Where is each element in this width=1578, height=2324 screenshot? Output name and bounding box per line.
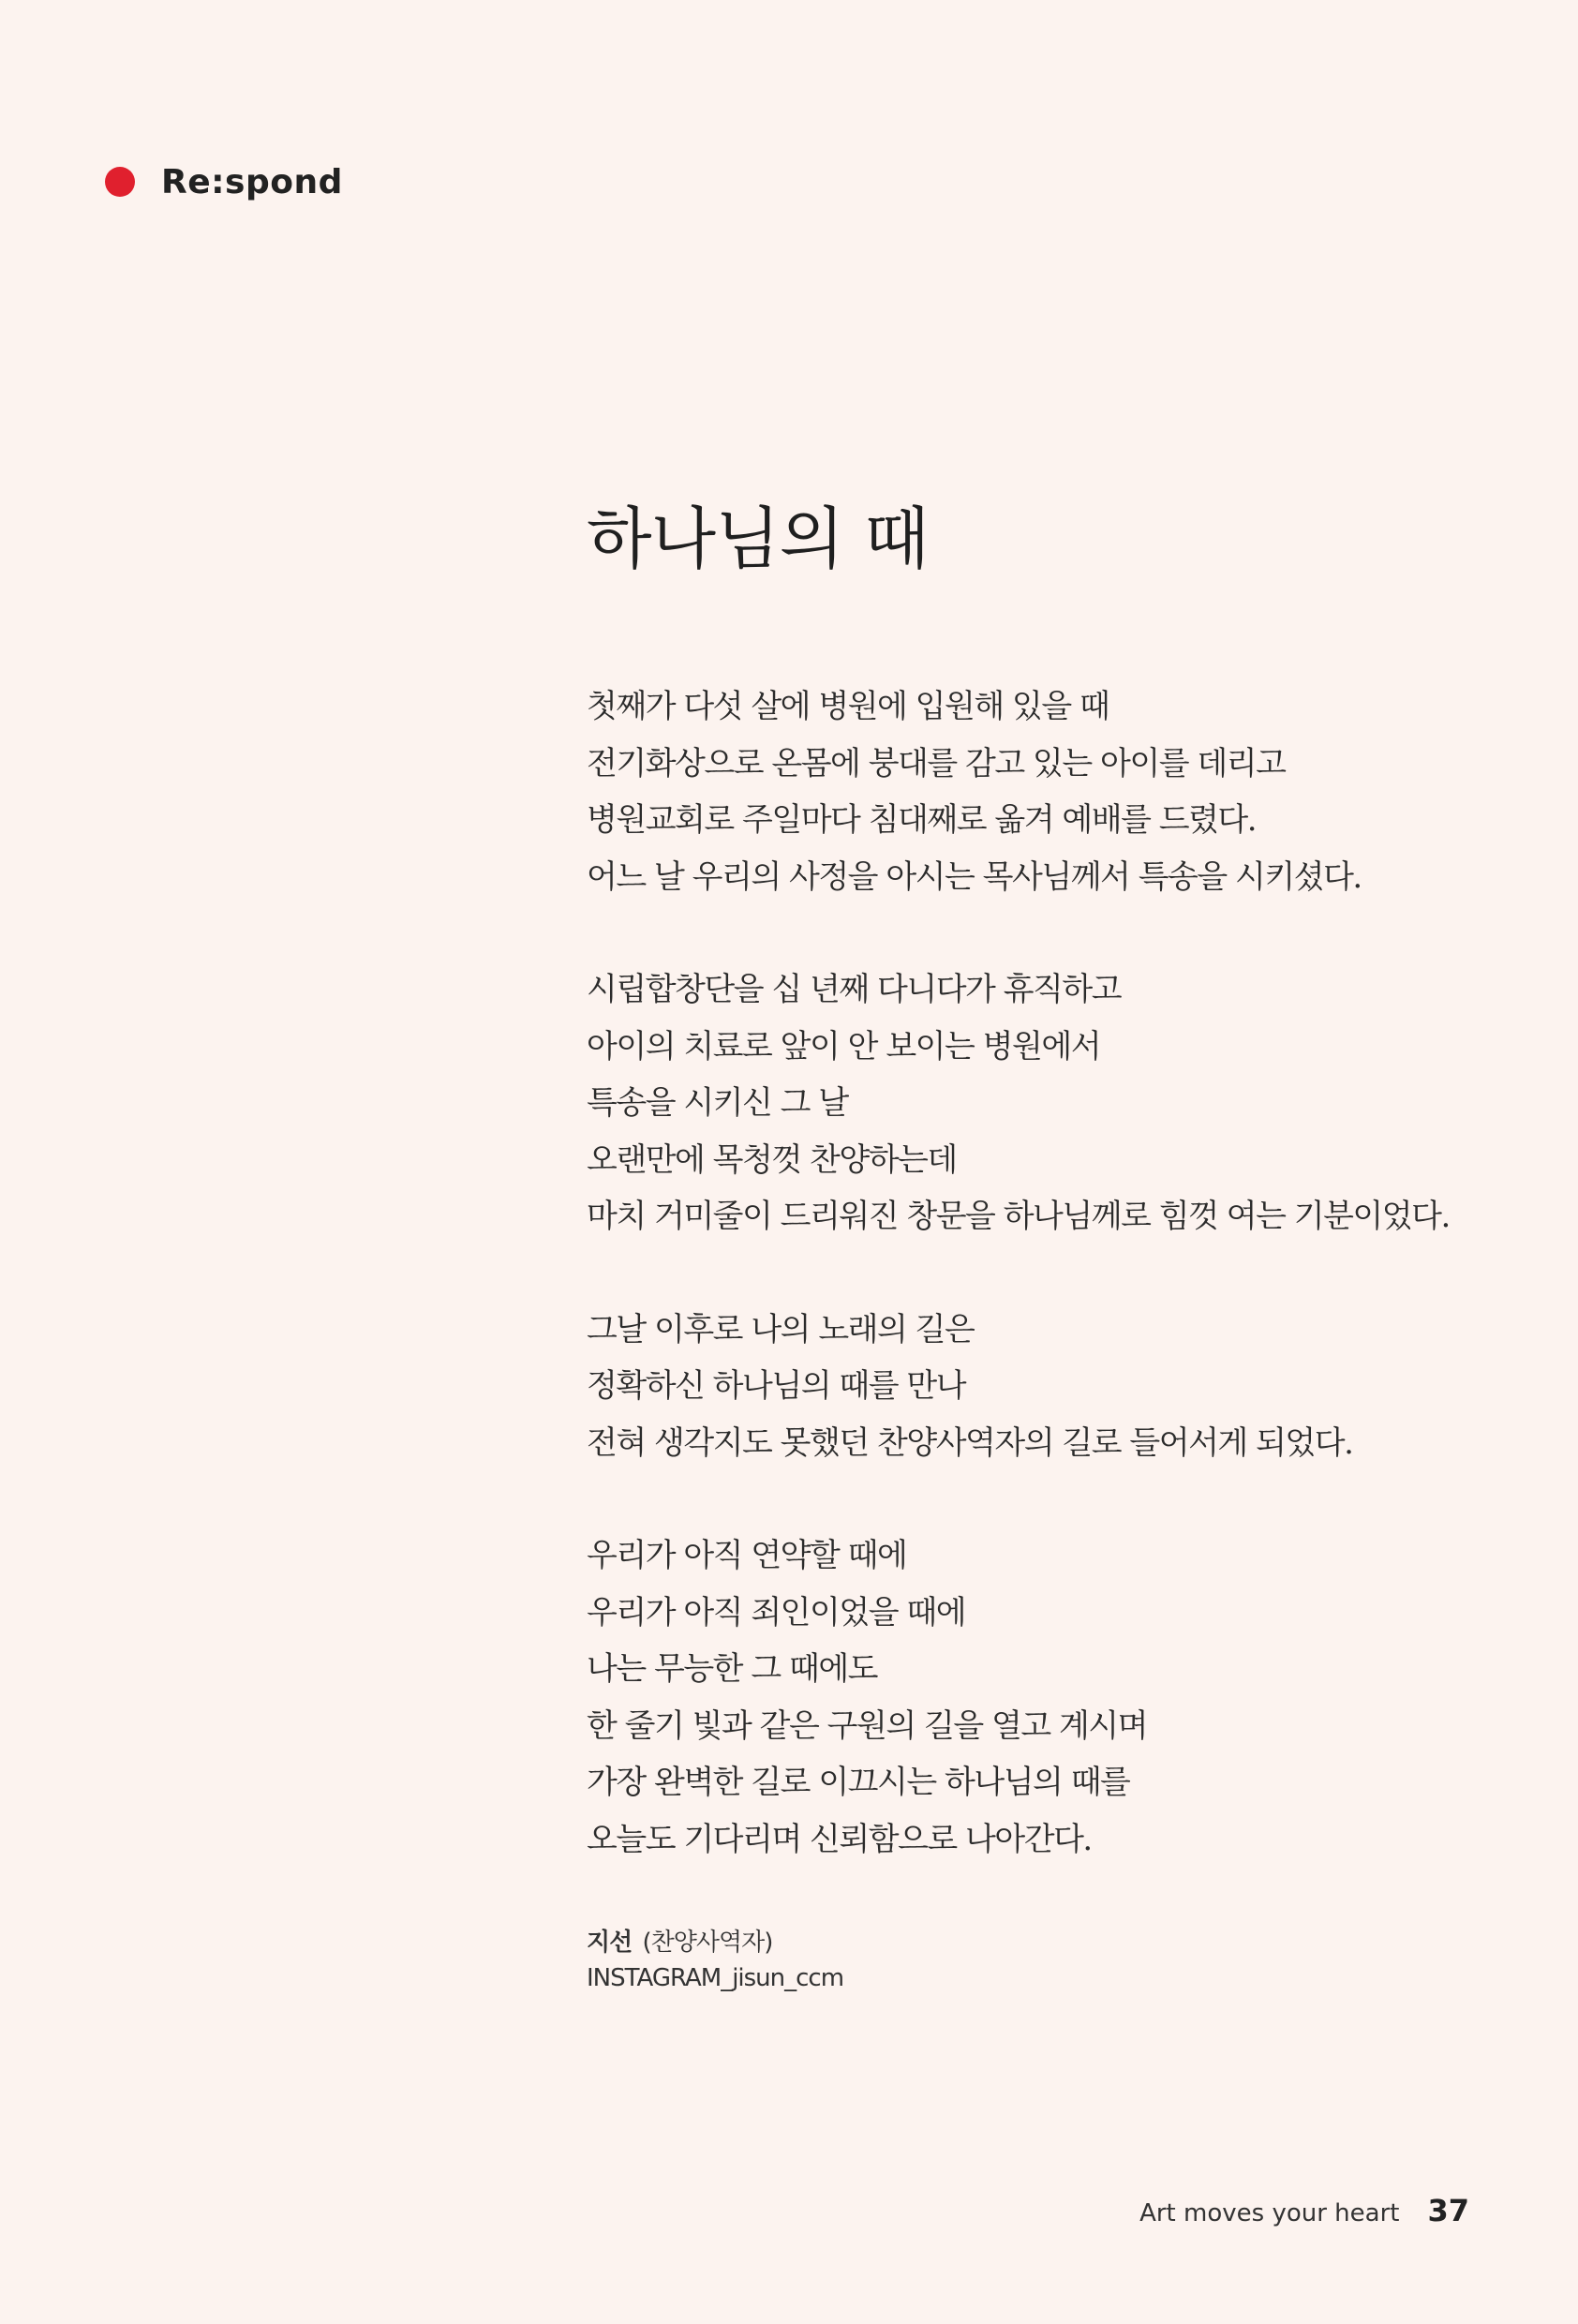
poem-line: 가장 완벽한 길로 이끄시는 하나님의 때를 xyxy=(587,1764,1130,1801)
poem-line: 오늘도 기다리며 신뢰함으로 나아간다. xyxy=(587,1820,1092,1858)
poem-line: 병원교회로 주일마다 침대째로 옮겨 예배를 드렸다. xyxy=(587,801,1257,839)
poem-stanza xyxy=(587,1527,1524,1868)
red-dot-icon xyxy=(105,167,135,197)
author-name-line xyxy=(587,1925,843,1960)
author-instagram: INSTAGRAM_jisun_ccm xyxy=(587,1964,844,1992)
poem-stanza xyxy=(587,1302,1524,1472)
poem-line: 시립합창단을 십 년째 다니다가 휴직하고 xyxy=(587,971,1122,1008)
section-tag xyxy=(105,159,343,204)
page-number: 37 xyxy=(1427,2193,1469,2228)
poem-line: 정확하신 하나님의 때를 만나 xyxy=(587,1367,966,1405)
section-label: Re:spond xyxy=(161,162,343,201)
poem xyxy=(587,487,1524,1868)
poem-line: 그날 이후로 나의 노래의 길은 xyxy=(587,1310,975,1348)
poem-line: 전기화상으로 온몸에 붕대를 감고 있는 아이를 데리고 xyxy=(587,744,1286,782)
poem-stanza xyxy=(587,961,1524,1245)
poem-line: 오랜만에 목청껏 찬양하는데 xyxy=(587,1140,957,1179)
author-role: (찬양사역자) xyxy=(642,1929,773,1957)
author-credit xyxy=(587,1925,843,1996)
poem-line: 우리가 아직 연약할 때에 xyxy=(587,1537,907,1574)
footer-tagline: Art moves your heart xyxy=(1139,2199,1400,2227)
poem-line: 마치 거미줄이 드리워진 창문을 하나님께로 힘껏 여는 기분이었다. xyxy=(587,1198,1450,1235)
poem-line: 전혀 생각지도 못했던 찬양사역자의 길로 들어서게 되었다. xyxy=(587,1423,1353,1462)
page-footer xyxy=(1139,2193,1469,2234)
poem-line: 한 줄기 빛과 같은 구원의 길을 열고 계시며 xyxy=(587,1706,1147,1745)
poem-line: 나는 무능한 그 때에도 xyxy=(587,1650,878,1688)
poem-line: 아이의 치료로 앞이 안 보이는 병원에서 xyxy=(587,1027,1101,1065)
poem-line: 첫째가 다섯 살에 병원에 입원해 있을 때 xyxy=(587,688,1109,725)
poem-line: 우리가 아직 죄인이었을 때에 xyxy=(587,1593,966,1631)
poem-stanza xyxy=(587,678,1524,905)
poem-body xyxy=(587,678,1524,1868)
author-name: 지선 xyxy=(587,1929,633,1957)
poem-line: 특송을 시키신 그 날 xyxy=(587,1084,848,1122)
poem-title: 하나님의 때 xyxy=(587,499,929,578)
poem-line: 어느 날 우리의 사정을 아시는 목사님께서 특송을 시키셨다. xyxy=(587,857,1362,896)
